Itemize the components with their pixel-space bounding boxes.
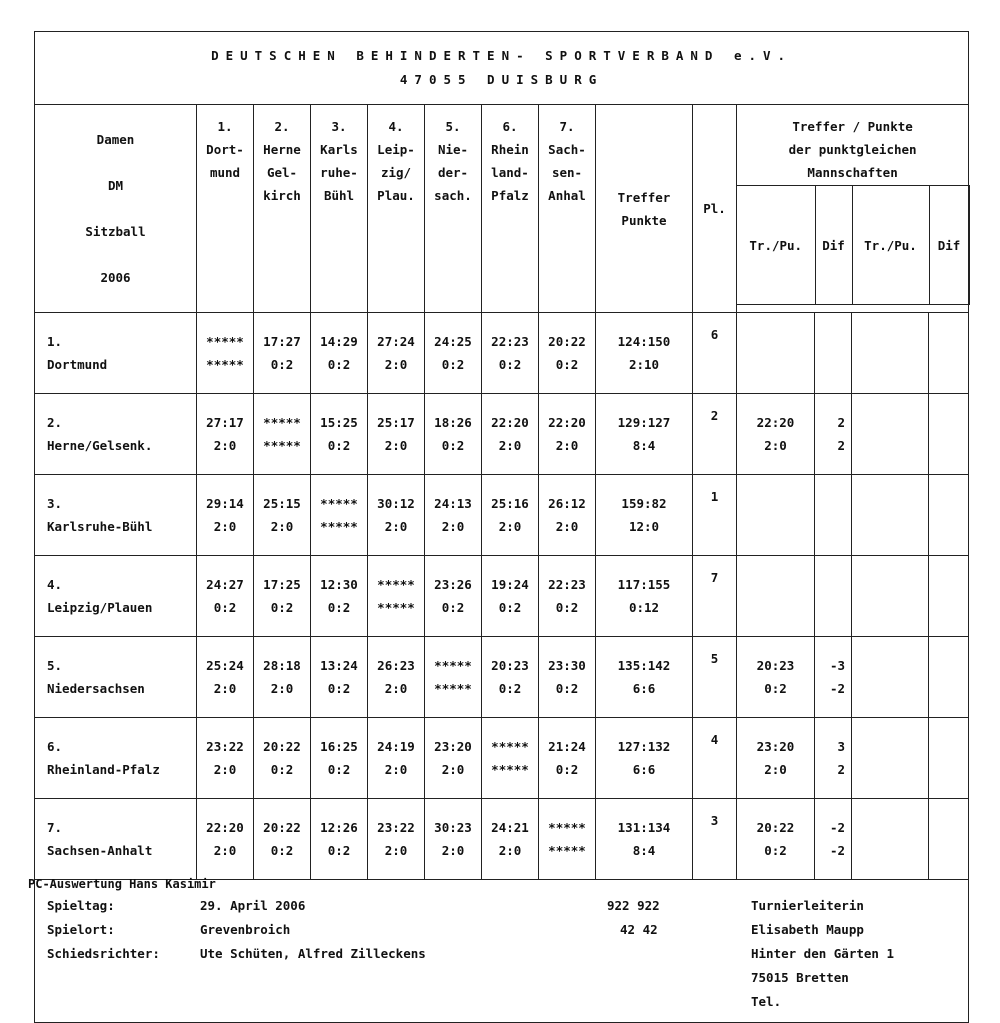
result-score: 29:14 — [206, 496, 244, 511]
result-score: 25:15 — [263, 496, 301, 511]
platz-cell: 3 — [693, 799, 737, 880]
result-points: 2:0 — [498, 438, 522, 453]
result-points: 0:2 — [270, 600, 294, 615]
team-number: 6. — [47, 739, 63, 754]
team-number: 5. — [47, 658, 63, 673]
result-cell — [197, 313, 254, 394]
total-punkte: 2:10 — [628, 357, 660, 372]
platz-cell: 7 — [693, 556, 737, 637]
result-points: ***** — [491, 762, 529, 777]
result-score: 20:22 — [548, 334, 586, 349]
total-treffer: 127:132 — [617, 739, 671, 754]
result-points: ***** — [206, 357, 244, 372]
result-points: 0:2 — [498, 681, 522, 696]
result-cell — [425, 475, 482, 556]
result-cell — [311, 556, 368, 637]
result-score: 20:22 — [263, 820, 301, 835]
result-points: ***** — [263, 438, 301, 453]
platz-cell: 4 — [693, 718, 737, 799]
total-punkte: 6:6 — [632, 762, 656, 777]
spieltag-value: 29. April 2006 — [200, 898, 306, 913]
tie-dif-points: 2 — [837, 762, 845, 777]
sum-punkte: 42 42 — [620, 922, 658, 937]
result-points: 2:0 — [384, 681, 408, 696]
team-rows — [35, 313, 969, 880]
result-cell — [539, 718, 596, 799]
team-number: 1. — [47, 334, 63, 349]
tie-dif-cell — [815, 799, 852, 880]
result-score: ***** — [206, 334, 244, 349]
team-row — [35, 394, 969, 475]
footer-block — [35, 880, 968, 1022]
tie-points: 2:0 — [764, 762, 787, 777]
result-score: 24:19 — [377, 739, 415, 754]
result-cell — [254, 313, 311, 394]
result-cell — [539, 799, 596, 880]
schiedsrichter-label: Schiedsrichter: — [47, 946, 160, 961]
result-points: 0:2 — [327, 762, 351, 777]
col-header-niedersachsen: 5. Nie- der- sach. — [425, 105, 482, 313]
result-points: 0:2 — [555, 600, 579, 615]
tie-trpu-cell — [737, 637, 815, 718]
result-cell — [425, 718, 482, 799]
spieltag-label: Spieltag: — [47, 898, 115, 913]
column-header-row — [35, 105, 969, 313]
total-treffer: 117:155 — [617, 577, 671, 592]
tie-points: 0:2 — [764, 681, 787, 696]
header-city: 47055 DUISBURG — [399, 72, 604, 87]
platz-cell: 1 — [693, 475, 737, 556]
tie-trpu-cell-2 — [852, 313, 929, 394]
result-score: 22:20 — [491, 415, 529, 430]
tie-dif-score: -3 — [829, 658, 845, 673]
result-score: 26:23 — [377, 658, 415, 673]
leitung-tel: Tel. — [751, 994, 782, 1009]
result-points: ***** — [548, 843, 586, 858]
result-score: 19:24 — [491, 577, 529, 592]
tie-dif-cell-2 — [929, 718, 969, 799]
tie-dif-cell-2 — [929, 556, 969, 637]
sheet-header — [35, 32, 969, 105]
result-cell — [425, 637, 482, 718]
team-number: 7. — [47, 820, 63, 835]
tie-dif-cell — [815, 394, 852, 475]
result-points: 2:0 — [213, 438, 237, 453]
team-name: Sachsen-Anhalt — [47, 843, 153, 858]
result-score: 17:25 — [263, 577, 301, 592]
result-points: 0:2 — [327, 600, 351, 615]
result-points: 0:2 — [270, 357, 294, 372]
tie-dif-cell — [815, 475, 852, 556]
tie-dif-cell-2 — [929, 313, 969, 394]
result-score: 23:22 — [206, 739, 244, 754]
result-points: 2:0 — [213, 843, 237, 858]
result-score: 12:30 — [320, 577, 358, 592]
platz-cell: 5 — [693, 637, 737, 718]
result-points: 0:2 — [327, 843, 351, 858]
result-score: 30:23 — [434, 820, 472, 835]
tie-dif-cell-2 — [929, 637, 969, 718]
col-header-treffer: Treffer Punkte — [596, 105, 693, 313]
corner-line: DM — [107, 178, 124, 193]
tie-trpu-cell — [737, 556, 815, 637]
tie-dif-points: 2 — [837, 438, 845, 453]
total-punkte: 8:4 — [632, 843, 656, 858]
tie-trpu-cell-2 — [852, 718, 929, 799]
result-score: 27:24 — [377, 334, 415, 349]
team-name-cell — [35, 637, 197, 718]
result-score: 25:17 — [377, 415, 415, 430]
tie-trpu-cell — [737, 394, 815, 475]
team-row — [35, 475, 969, 556]
tie-dif-cell-2 — [929, 475, 969, 556]
tie-subheader — [737, 185, 970, 305]
team-name-cell — [35, 475, 197, 556]
corner-line: Sitzball — [85, 224, 146, 239]
col-header-karlsruhe: 3. Karls ruhe- Bühl — [311, 105, 368, 313]
result-cell — [368, 799, 425, 880]
result-score: 24:25 — [434, 334, 472, 349]
result-cell — [197, 637, 254, 718]
result-score: ***** — [320, 496, 358, 511]
result-score: 24:13 — [434, 496, 472, 511]
team-row — [35, 718, 969, 799]
result-score: 23:22 — [377, 820, 415, 835]
team-name: Karlsruhe-Bühl — [47, 519, 153, 534]
result-points: 0:2 — [213, 600, 237, 615]
col-header-leipzig: 4. Leip- zig/ Plau. — [368, 105, 425, 313]
result-score: 27:17 — [206, 415, 244, 430]
total-treffer: 135:142 — [617, 658, 671, 673]
total-treffer: 129:127 — [617, 415, 671, 430]
result-cell — [197, 556, 254, 637]
col-header-herne: 2. Herne Gel- kirch — [254, 105, 311, 313]
team-name: Dortmund — [47, 357, 108, 372]
team-number: 4. — [47, 577, 63, 592]
total-treffer: 131:134 — [617, 820, 671, 835]
result-cell — [482, 313, 539, 394]
result-cell — [311, 637, 368, 718]
result-score: ***** — [263, 415, 301, 430]
tie-sub-trpu-1: Tr./Pu. — [737, 186, 815, 305]
result-points: 0:2 — [327, 438, 351, 453]
result-cell — [368, 394, 425, 475]
team-row — [35, 556, 969, 637]
result-cell — [368, 556, 425, 637]
footer-cell — [35, 880, 969, 1023]
result-points: 2:0 — [441, 762, 465, 777]
tie-score: 20:22 — [756, 820, 795, 835]
result-cell — [254, 637, 311, 718]
corner-line: Damen — [96, 132, 135, 147]
result-cell — [311, 313, 368, 394]
result-points: 2:0 — [384, 438, 408, 453]
corner-line: 2006 — [100, 270, 131, 285]
tie-dif-cell-2 — [929, 799, 969, 880]
team-name: Leipzig/Plauen — [47, 600, 153, 615]
result-score: 22:20 — [548, 415, 586, 430]
leitung-title: Turnierleiterin — [751, 898, 864, 913]
result-score: 22:23 — [491, 334, 529, 349]
result-cell — [368, 475, 425, 556]
spielort-label: Spielort: — [47, 922, 115, 937]
result-points: 2:0 — [384, 843, 408, 858]
result-points: 0:2 — [270, 843, 294, 858]
result-score: 24:27 — [206, 577, 244, 592]
result-score: 13:24 — [320, 658, 358, 673]
treffer-punkte-cell — [596, 475, 693, 556]
total-punkte: 0:12 — [628, 600, 660, 615]
result-score: 21:24 — [548, 739, 586, 754]
team-number: 3. — [47, 496, 63, 511]
result-points: 0:2 — [555, 762, 579, 777]
col-header-sachsen: 7. Sach- sen- Anhal — [539, 105, 596, 313]
footer-row — [35, 880, 969, 1023]
tie-header — [737, 105, 969, 313]
result-cell — [482, 475, 539, 556]
result-points: ***** — [320, 519, 358, 534]
result-score: 30:12 — [377, 496, 415, 511]
treffer-punkte-cell — [596, 313, 693, 394]
result-points: 2:0 — [498, 519, 522, 534]
result-cell — [425, 556, 482, 637]
tie-dif-score: -2 — [829, 820, 845, 835]
result-points: 2:0 — [213, 681, 237, 696]
result-cell — [197, 718, 254, 799]
team-row — [35, 637, 969, 718]
result-cell — [254, 718, 311, 799]
team-name-cell — [35, 799, 197, 880]
result-score: ***** — [491, 739, 529, 754]
result-cell — [425, 313, 482, 394]
treffer-punkte-cell — [596, 718, 693, 799]
result-points: 2:0 — [384, 519, 408, 534]
result-cell — [539, 556, 596, 637]
result-cell — [482, 799, 539, 880]
col-header-platz: Pl. — [693, 105, 737, 313]
result-points: 0:2 — [555, 681, 579, 696]
col-header-dortmund: 1. Dort- mund — [197, 105, 254, 313]
tie-points: 0:2 — [764, 843, 787, 858]
result-points: 2:0 — [270, 519, 294, 534]
result-cell — [482, 637, 539, 718]
result-points: 0:2 — [498, 357, 522, 372]
platz-cell: 6 — [693, 313, 737, 394]
tie-trpu-cell-2 — [852, 637, 929, 718]
result-cell — [254, 556, 311, 637]
result-cell — [425, 394, 482, 475]
tie-trpu-cell — [737, 313, 815, 394]
result-points: 2:0 — [384, 762, 408, 777]
tie-dif-score: 2 — [837, 415, 845, 430]
spielort-value: Grevenbroich — [200, 922, 291, 937]
result-score: 28:18 — [263, 658, 301, 673]
result-points: 2:0 — [555, 438, 579, 453]
credit-line: PC-Auswertung Hans Kasimir — [28, 877, 216, 891]
treffer-punkte-cell — [596, 637, 693, 718]
result-score: 22:23 — [548, 577, 586, 592]
result-cell — [311, 475, 368, 556]
team-name-cell — [35, 313, 197, 394]
leitung-name: Elisabeth Maupp — [751, 922, 864, 937]
platz-cell: 2 — [693, 394, 737, 475]
team-row — [35, 799, 969, 880]
team-row — [35, 313, 969, 394]
tie-dif-cell — [815, 556, 852, 637]
result-score: 18:26 — [434, 415, 472, 430]
result-cell — [197, 799, 254, 880]
sum-treffer: 922 922 — [607, 898, 660, 913]
corner-cell — [35, 105, 197, 313]
tie-dif-points: -2 — [829, 681, 845, 696]
tie-trpu-cell-2 — [852, 799, 929, 880]
schiedsrichter-value: Ute Schüten, Alfred Zilleckens — [200, 946, 426, 961]
treffer-punkte-cell — [596, 799, 693, 880]
leitung-street: Hinter den Gärten 1 — [751, 946, 894, 961]
team-name: Rheinland-Pfalz — [47, 762, 160, 777]
tie-trpu-cell — [737, 718, 815, 799]
result-cell — [197, 394, 254, 475]
result-points: 2:0 — [270, 681, 294, 696]
tie-points: 2:0 — [764, 438, 787, 453]
result-score: 14:29 — [320, 334, 358, 349]
tie-header-title: Treffer / Punkte der punktgleichen Mannschaften — [788, 119, 917, 180]
tie-trpu-cell-2 — [852, 556, 929, 637]
result-score: 12:26 — [320, 820, 358, 835]
leitung-city: 75015 Bretten — [751, 970, 849, 985]
result-cell — [254, 799, 311, 880]
result-points: 2:0 — [213, 519, 237, 534]
tie-dif-cell — [815, 313, 852, 394]
result-cell — [482, 718, 539, 799]
tie-sub-dif-1: Dif — [815, 186, 852, 305]
result-points: 2:0 — [555, 519, 579, 534]
result-points: 2:0 — [441, 519, 465, 534]
result-cell — [368, 718, 425, 799]
result-score: ***** — [377, 577, 415, 592]
result-cell — [539, 394, 596, 475]
tie-score: 20:23 — [756, 658, 795, 673]
tie-trpu-cell-2 — [852, 475, 929, 556]
results-table — [34, 31, 969, 1023]
total-punkte: 8:4 — [632, 438, 656, 453]
treffer-punkte-cell — [596, 394, 693, 475]
team-name-cell — [35, 394, 197, 475]
tie-trpu-cell — [737, 799, 815, 880]
result-points: ***** — [377, 600, 415, 615]
result-cell — [197, 475, 254, 556]
header-org: DEUTSCHEN BEHINDERTEN- SPORTVERBAND e.V. — [211, 48, 793, 63]
result-points: 2:0 — [213, 762, 237, 777]
tie-trpu-cell-2 — [852, 394, 929, 475]
result-cell — [539, 637, 596, 718]
result-cell — [482, 556, 539, 637]
tie-score: 22:20 — [756, 415, 795, 430]
result-score: 23:20 — [434, 739, 472, 754]
tie-sub-dif-2: Dif — [929, 186, 969, 305]
result-cell — [539, 475, 596, 556]
result-score: 26:12 — [548, 496, 586, 511]
result-points: 2:0 — [384, 357, 408, 372]
result-score: 23:30 — [548, 658, 586, 673]
total-punkte: 12:0 — [628, 519, 660, 534]
team-name: Herne/Gelsenk. — [47, 438, 153, 453]
treffer-punkte-cell — [596, 556, 693, 637]
result-points: 0:2 — [327, 681, 351, 696]
results-sheet — [34, 31, 968, 1023]
tie-score: 23:20 — [756, 739, 795, 754]
result-points: ***** — [434, 681, 472, 696]
result-cell — [254, 475, 311, 556]
result-points: 0:2 — [327, 357, 351, 372]
result-points: 0:2 — [441, 438, 465, 453]
result-points: 0:2 — [555, 357, 579, 372]
team-name-cell — [35, 718, 197, 799]
result-points: 2:0 — [441, 843, 465, 858]
result-points: 2:0 — [498, 843, 522, 858]
result-score: 23:26 — [434, 577, 472, 592]
team-name-cell — [35, 556, 197, 637]
result-cell — [254, 394, 311, 475]
result-cell — [368, 637, 425, 718]
result-score: ***** — [434, 658, 472, 673]
result-cell — [311, 799, 368, 880]
total-treffer: 124:150 — [617, 334, 671, 349]
result-score: 25:24 — [206, 658, 244, 673]
result-points: 0:2 — [441, 357, 465, 372]
result-score: 17:27 — [263, 334, 301, 349]
col-header-rheinland: 6. Rhein land- Pfalz — [482, 105, 539, 313]
result-score: 15:25 — [320, 415, 358, 430]
tie-dif-points: -2 — [829, 843, 845, 858]
team-name: Niedersachsen — [47, 681, 145, 696]
result-cell — [311, 394, 368, 475]
total-punkte: 6:6 — [632, 681, 656, 696]
tie-dif-cell-2 — [929, 394, 969, 475]
team-number: 2. — [47, 415, 63, 430]
result-score: 16:25 — [320, 739, 358, 754]
result-cell — [311, 718, 368, 799]
result-score: 24:21 — [491, 820, 529, 835]
result-score: 22:20 — [206, 820, 244, 835]
result-points: 0:2 — [498, 600, 522, 615]
tie-dif-cell — [815, 718, 852, 799]
total-treffer: 159:82 — [621, 496, 667, 511]
result-points: 0:2 — [441, 600, 465, 615]
result-points: 0:2 — [270, 762, 294, 777]
result-score: ***** — [548, 820, 586, 835]
tie-dif-score: 3 — [837, 739, 845, 754]
result-cell — [539, 313, 596, 394]
result-score: 25:16 — [491, 496, 529, 511]
tie-dif-cell — [815, 637, 852, 718]
result-cell — [425, 799, 482, 880]
result-score: 20:23 — [491, 658, 529, 673]
tie-trpu-cell — [737, 475, 815, 556]
result-cell — [368, 313, 425, 394]
result-score: 20:22 — [263, 739, 301, 754]
tie-sub-trpu-2: Tr./Pu. — [852, 186, 929, 305]
result-cell — [482, 394, 539, 475]
